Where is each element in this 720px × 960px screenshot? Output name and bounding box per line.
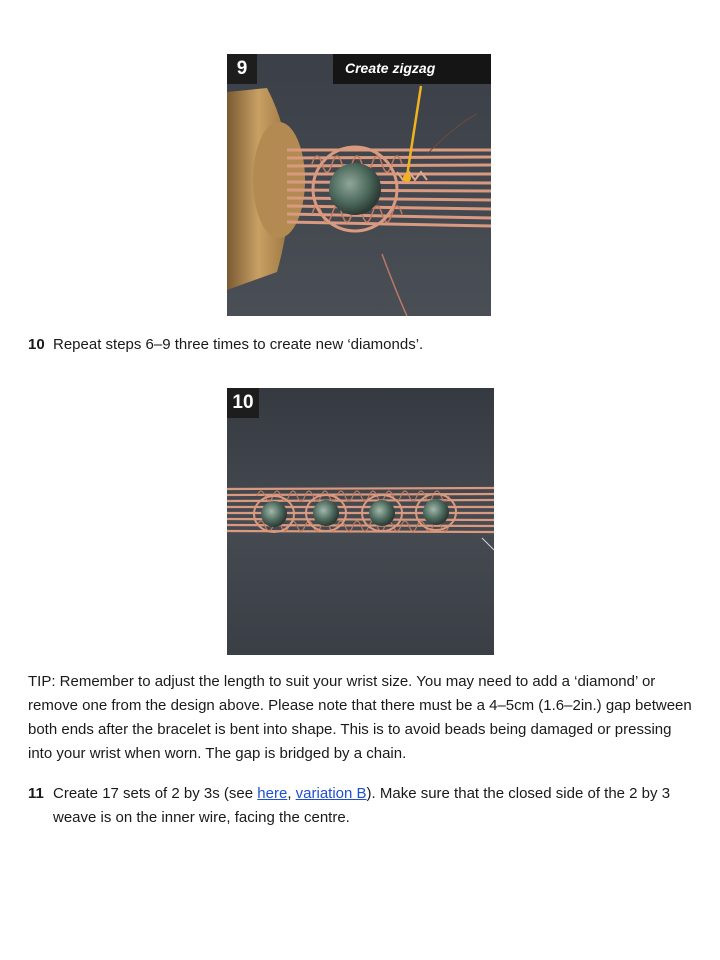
step-10-instruction [28, 333, 423, 357]
step-badge: 10 [227, 388, 259, 418]
step-badge: 9 [227, 54, 257, 84]
step-number: 11 [28, 785, 44, 802]
step-10-photo [227, 388, 494, 655]
variation-b-link[interactable]: variation B [295, 785, 367, 802]
callout-label: Create zigzag [333, 54, 491, 84]
tip-paragraph: TIP: Remember to adjust the length to suit your wrist size. You may need to add a ‘diamond’ or remove one from the design above. Please note that there must be a 4–5cm (1.6–2in.) gap between both ends after the bracelet is bent into shape. This is to avoid beads being damaged or pressing into your wrist when worn. The gap is bridged by a chain. [28, 673, 692, 762]
here-link[interactable]: here [257, 785, 288, 802]
step-text-after: ). Make sure that the closed side of the 2 by 3 weave is on the inner wire, facing the centre. [53, 785, 671, 826]
step-text-before: Create 17 sets of 2 by 3s (see [53, 785, 258, 802]
step-10-illustration [227, 388, 494, 655]
step-text [53, 782, 698, 830]
step-9-photo [227, 54, 491, 316]
step-number: 10 [28, 336, 45, 353]
step-9-illustration [227, 54, 491, 316]
step-11-instruction [28, 782, 698, 830]
step-text: Repeat steps 6–9 three times to create new ‘diamonds’. [53, 336, 424, 353]
link-separator: , [287, 785, 296, 802]
